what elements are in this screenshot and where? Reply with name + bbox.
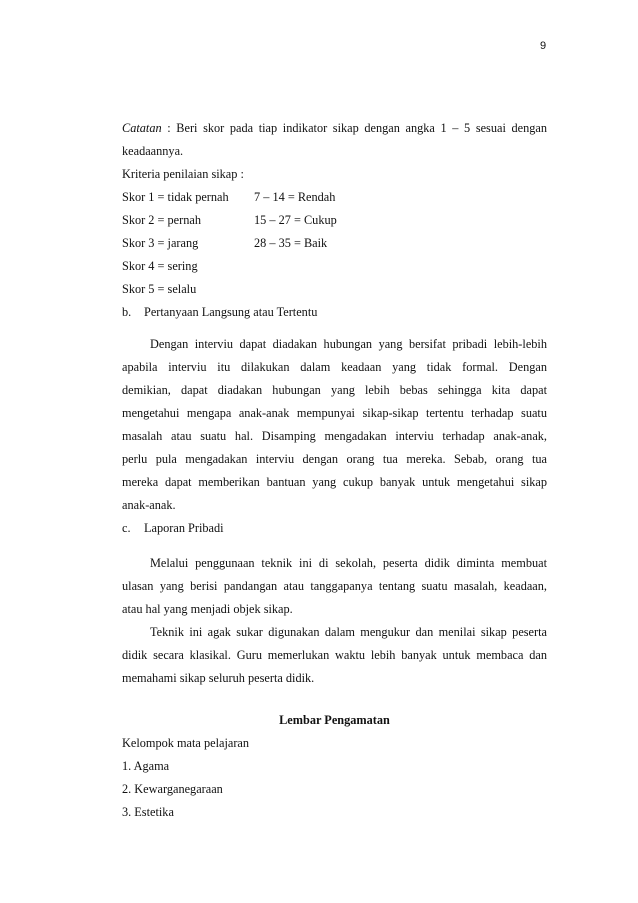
list-item: 1. Agama: [122, 759, 170, 773]
kriteria-heading: Kriteria penilaian sikap :: [122, 167, 244, 181]
paragraph-line: ulasan yang berisi pandangan atau tanggapanya tentang suatu masalah, keadaan,: [122, 579, 547, 593]
paragraph-line: perlu pula mengadakan interviu dengan orang tua mereka. Sebab, orang tua: [122, 452, 547, 466]
list-item: 2. Kewarganegaraan: [122, 782, 223, 796]
page-content: [122, 117, 547, 824]
range-2: 15 – 27 = Cukup: [254, 213, 337, 227]
skor-4: Skor 4 = sering: [122, 259, 198, 273]
paragraph-line: Melalui penggunaan teknik ini di sekolah, peserta didik diminta membuat: [150, 556, 547, 570]
paragraph-line: anak-anak.: [122, 498, 176, 512]
paragraph-line: Dengan interviu dapat diadakan hubungan yang bersifat pribadi lebih-lebih: [150, 337, 547, 351]
section-c-heading: [122, 517, 547, 540]
paragraph-line: masalah atau suatu hal. Disamping mengadakan interviu terhadap anak-anak,: [122, 429, 547, 443]
range-1: 7 – 14 = Rendah: [254, 190, 336, 204]
skor-2: Skor 2 = pernah: [122, 213, 201, 227]
list-item: 3. Estetika: [122, 805, 174, 819]
skor-5: Skor 5 = selalu: [122, 282, 197, 296]
catatan-line-2: keadaannya.: [122, 144, 184, 158]
section-b-heading: [122, 301, 547, 324]
range-3: 28 – 35 = Baik: [254, 236, 328, 250]
paragraph-line: mereka dapat memberikan bantuan yang cukup banyak untuk mengetahui sikap: [122, 475, 547, 489]
paragraph-line: atau hal yang menjadi objek sikap.: [122, 602, 293, 616]
section-b-title: Pertanyaan Langsung atau Tertentu: [144, 305, 318, 319]
skor-1: Skor 1 = tidak pernah: [122, 190, 229, 204]
kriteria-row: [122, 255, 547, 278]
catatan-text: : Beri skor pada tiap indikator sikap dengan angka 1 – 5 sesuai dengan: [161, 121, 547, 135]
kriteria-row: [122, 209, 547, 232]
section-c-letter: c.: [122, 521, 131, 535]
paragraph-line: demikian, dapat diadakan hubungan yang lebih bebas sehingga kita dapat: [122, 383, 547, 397]
paragraph-line: memahami sikap seluruh peserta didik.: [122, 671, 315, 685]
paragraph-line: apabila interviu itu dilakukan dalam keadaan yang tidak formal. Dengan: [122, 360, 547, 374]
paragraph-line: didik secara klasikal. Guru memerlukan waktu lebih banyak untuk membaca dan: [122, 648, 547, 662]
skor-3: Skor 3 = jarang: [122, 236, 199, 250]
lembar-subtitle: Kelompok mata pelajaran: [122, 736, 250, 750]
section-c-title: Laporan Pribadi: [144, 521, 224, 535]
paragraph-line: Teknik ini agak sukar digunakan dalam mengukur dan menilai sikap peserta: [150, 625, 547, 639]
section-b-letter: b.: [122, 305, 132, 319]
page-number: 9: [540, 40, 547, 52]
lembar-title: Lembar Pengamatan: [279, 713, 390, 727]
kriteria-row: [122, 278, 547, 301]
paragraph-line: mengetahui mengapa anak-anak mempunyai sikap-sikap tertentu terhadap suatu: [122, 406, 547, 420]
catatan-line-1: [122, 117, 547, 140]
kriteria-row: [122, 232, 547, 255]
catatan-label: Catatan: [122, 121, 162, 135]
kriteria-row: [122, 186, 547, 209]
